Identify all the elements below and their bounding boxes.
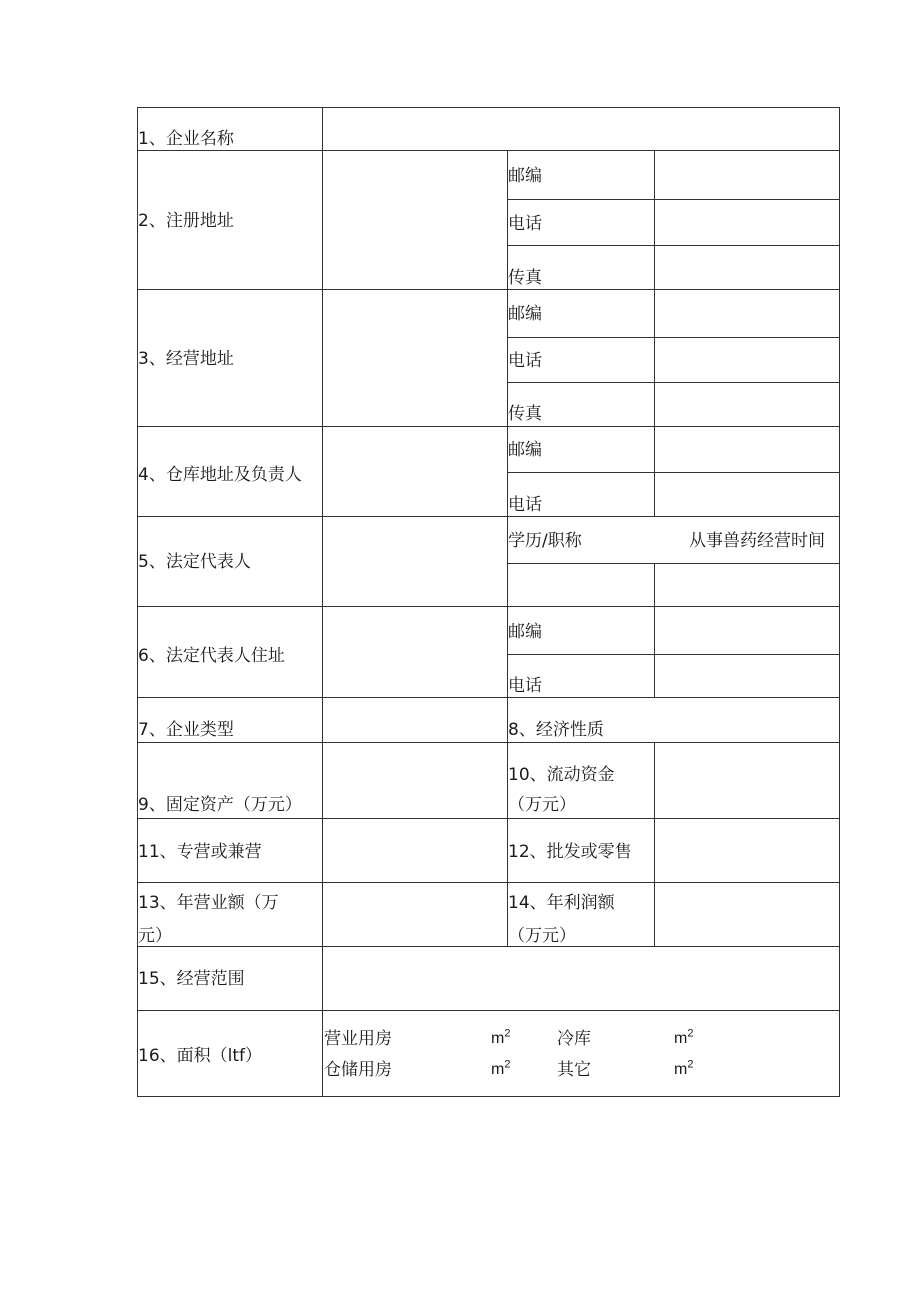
grid-line bbox=[507, 654, 840, 655]
label-economic-nature: 8、经济性质 bbox=[508, 720, 604, 740]
label-registered-address: 2、注册地址 bbox=[138, 211, 234, 231]
grid-line bbox=[137, 606, 840, 607]
label-working-capital-line2: （万元） bbox=[508, 795, 576, 815]
label-annual-profit-line1: 14、年利润额 bbox=[508, 893, 615, 913]
label-warehouse-address: 4、仓库地址及负责人 bbox=[138, 465, 302, 485]
grid-line bbox=[507, 199, 840, 200]
label-postcode: 邮编 bbox=[508, 304, 542, 324]
label-other: 其它 bbox=[557, 1060, 591, 1080]
label-business-address: 3、经营地址 bbox=[138, 349, 234, 369]
label-postcode: 邮编 bbox=[508, 622, 542, 642]
label-fax: 传真 bbox=[508, 404, 542, 424]
grid-line bbox=[137, 107, 840, 108]
grid-line bbox=[654, 742, 655, 946]
grid-line bbox=[137, 946, 840, 947]
grid-line bbox=[507, 472, 840, 473]
label-vet-drug-business-years: 从事兽药经营时间 bbox=[689, 531, 825, 551]
label-area: 16、面积（ltf） bbox=[138, 1046, 263, 1066]
label-phone: 电话 bbox=[508, 351, 542, 371]
grid-line bbox=[137, 426, 840, 427]
grid-line bbox=[507, 245, 840, 246]
label-enterprise-name: 1、企业名称 bbox=[138, 129, 234, 149]
grid-line bbox=[137, 882, 840, 883]
label-legal-rep-address: 6、法定代表人住址 bbox=[138, 646, 285, 666]
grid-line bbox=[654, 563, 655, 697]
grid-line bbox=[137, 697, 840, 698]
label-storage-room: 仓储用房 bbox=[324, 1060, 392, 1080]
label-enterprise-type: 7、企业类型 bbox=[138, 720, 234, 740]
label-annual-profit-line2: （万元） bbox=[508, 926, 576, 946]
grid-line bbox=[137, 818, 840, 819]
grid-line bbox=[507, 563, 840, 564]
unit-square-meter: $m^2$ bbox=[674, 1058, 694, 1078]
grid-line bbox=[137, 150, 840, 151]
grid-line bbox=[322, 107, 323, 1097]
unit-square-meter: $m^2$ bbox=[491, 1027, 511, 1047]
grid-line bbox=[137, 516, 840, 517]
label-annual-turnover-line1: 13、年营业额（万 bbox=[138, 893, 279, 913]
label-exclusive-or-concurrent: 11、专营或兼营 bbox=[138, 842, 262, 862]
label-phone: 电话 bbox=[508, 495, 542, 515]
label-wholesale-or-retail: 12、批发或零售 bbox=[508, 842, 632, 862]
grid-line bbox=[137, 289, 840, 290]
label-fixed-assets: 9、固定资产（万元） bbox=[138, 795, 302, 815]
label-postcode: 邮编 bbox=[508, 166, 542, 186]
grid-line bbox=[839, 107, 840, 1097]
grid-line bbox=[507, 382, 840, 383]
grid-line bbox=[137, 107, 138, 1097]
label-business-room: 营业用房 bbox=[324, 1029, 392, 1049]
label-annual-turnover-line2: 元） bbox=[138, 926, 172, 946]
grid-line bbox=[507, 337, 840, 338]
grid-line bbox=[137, 1010, 840, 1011]
label-business-scope: 15、经营范围 bbox=[138, 969, 245, 989]
grid-line bbox=[137, 1096, 840, 1097]
label-phone: 电话 bbox=[508, 676, 542, 696]
label-working-capital-line1: 10、流动资金 bbox=[508, 765, 615, 785]
label-fax: 传真 bbox=[508, 268, 542, 288]
label-postcode: 邮编 bbox=[508, 440, 542, 460]
unit-square-meter: $m^2$ bbox=[491, 1058, 511, 1078]
grid-line bbox=[654, 150, 655, 516]
label-phone: 电话 bbox=[508, 214, 542, 234]
label-legal-representative: 5、法定代表人 bbox=[138, 552, 251, 572]
label-cold-storage: 冷库 bbox=[557, 1029, 591, 1049]
grid-line bbox=[137, 742, 840, 743]
unit-square-meter: $m^2$ bbox=[674, 1027, 694, 1047]
label-education-title: 学历/职称 bbox=[508, 531, 582, 551]
